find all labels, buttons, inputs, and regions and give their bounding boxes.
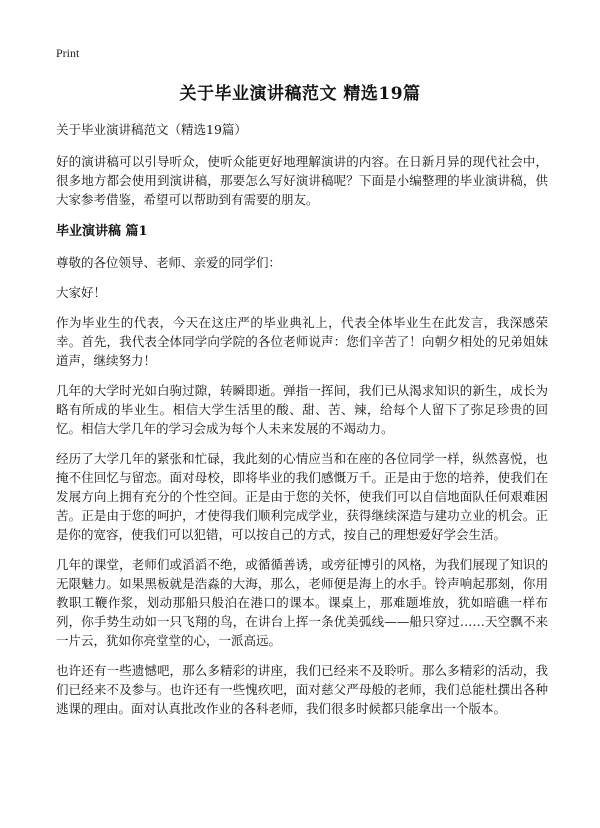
document-body [56,121,548,729]
body-paragraph: 几年的课堂，老师们或滔滔不绝，或循循善诱，或旁征博引的风格，为我们展现了知识的无限魅力。如果黑板就是浩淼的大海，那么，老师便是海上的水手。铃声响起那刻，你用教职工鞭作浆，划动那船只般泊在港口的课本。课桌上，那难题堆放，犹如暗礁一样布列，你手势生动如一只飞翔的鸟，在讲台上挥一条优美弧线——船只穿过……天空飘不来一片云，犹如你亮堂堂的心，一派高远。 [56,557,548,648]
body-paragraph: 作为毕业生的代表，今天在这庄严的毕业典礼上，代表全体毕业生在此发言，我深感荣幸。首先，我代表全体同学向学院的各位老师说声：您们辛苦了！向朝夕相处的兄弟姐妹道声，继续努力！ [56,315,548,368]
intro-paragraph: 好的演讲稿可以引导听众，使听众能更好地理解演讲的内容。在日新月异的现代社会中，很多地方都会使用到演讲稿，那要怎么写好演讲稿呢？下面是小编整理的毕业演讲稿，供大家参考借鉴，希望可以帮助到有需要的朋友。 [56,154,548,207]
greeting-paragraph: 大家好！ [56,285,107,300]
section-heading: 毕业演讲稿 篇1 [56,224,148,239]
print-link[interactable]: Print [56,46,80,60]
body-paragraph: 几年的大学时光如白驹过隙，转瞬即逝。弹指一挥间，我们已从渴求知识的新生，成长为略有所成的毕业生。相信大学生活里的酸、甜、苦、辣，给每个人留下了弥足珍贵的回忆。相信大学几年的学习会成为每个人未来发展的不竭动力。 [56,383,548,436]
document-subtitle: 关于毕业演讲稿范文（精选19篇） [56,122,247,137]
body-paragraph: 也许还有一些遗憾吧，那么多精彩的讲座，我们已经来不及聆听。那么多精彩的活动，我们已经来不及参与。也许还有一些愧疚吧，面对慈父严母般的老师，我们总能杜撰出各种逃课的理由。面对认真批改作业的各科老师，我们很多时候都只能拿出一个版本。 [56,663,548,716]
salutation-paragraph: 尊敬的各位领导、老师、亲爱的同学们： [56,255,282,270]
document-title: 关于毕业演讲稿范文 精选19篇 [179,84,421,104]
body-paragraph: 经历了大学几年的紧张和忙碌，我此刻的心情应当和在座的各位同学一样，纵然喜悦，也掩不住回忆与留恋。面对母校，即将毕业的我们感慨万千。正是由于您的培养，使我们在发展方向上拥有充分的个性空间。正是由于您的关怀，使我们可以自信地面队任何艰难困苦。正是由于您的呵护，才使得我们顺利完成学业，获得继续深造与建功立业的机会。正是你的宽容，使我们可以犯错，可以按自己的方式，按自己的理想爱好学会生活。 [56,451,548,542]
